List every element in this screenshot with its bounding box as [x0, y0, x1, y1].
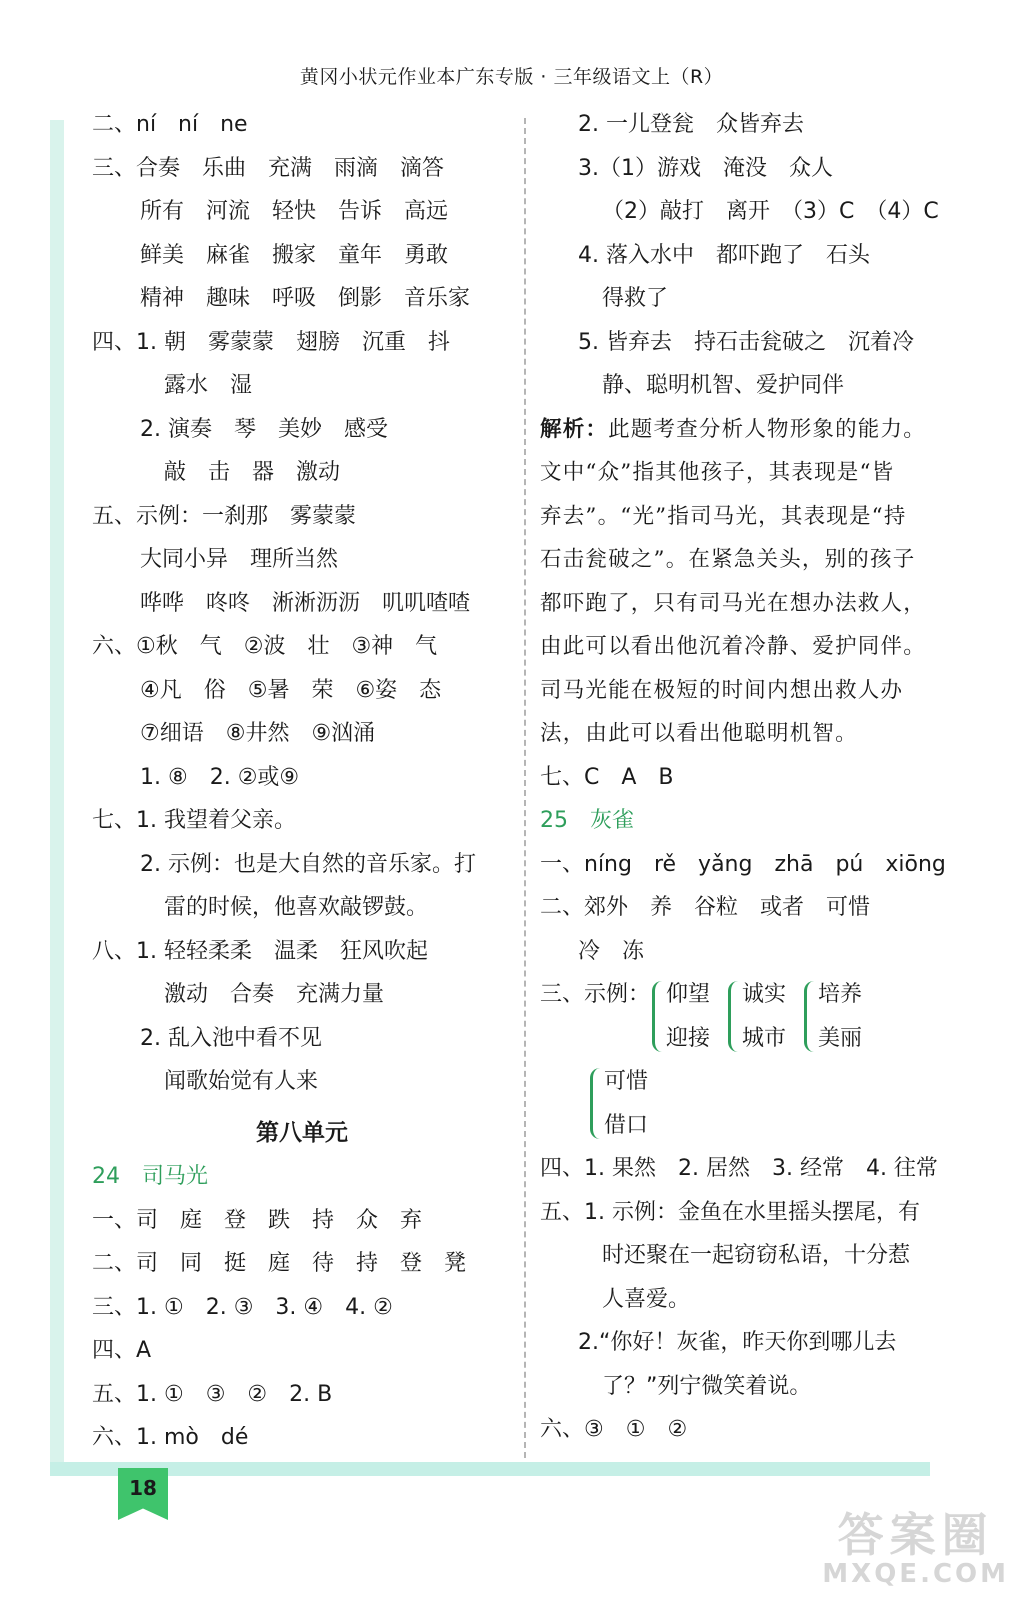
word-pairs-row: [540, 1060, 960, 1147]
answer-line: 敲 击 器 激动: [164, 460, 341, 485]
word-pairs-row: [540, 973, 960, 1060]
left-decorative-bar: [50, 120, 64, 1465]
analysis-line: 石击瓮破之”。在紧急关头，别的孩子: [540, 547, 916, 572]
lesson-name: 司马光: [142, 1164, 209, 1189]
pair-top: 培养: [818, 982, 863, 1007]
answer-line: 三、合奏 乐曲 充满 雨滴 滴答: [92, 155, 445, 181]
left-column: [92, 103, 512, 1460]
answer-line: 3.（1）游戏 淹没 众人: [578, 155, 833, 181]
analysis-line: 由此可以看出他沉着冷静、爱护同伴。: [540, 634, 926, 659]
analysis-line: 文中“众”指其他孩子，其表现是“皆: [540, 460, 895, 485]
answer-line: 4. 落入水中 都吓跑了 石头: [578, 242, 870, 268]
answer-line: 精神 趣味 呼吸 倒影 音乐家: [140, 286, 471, 311]
answer-line: 闻歌始觉有人来: [164, 1069, 319, 1094]
answer-line: 2. 一儿登瓮 众皆弃去: [578, 112, 804, 137]
answer-line: 四、1. 朝 雾蒙蒙 翅膀 沉重 抖: [92, 329, 450, 355]
answer-line: 一、níng rě yǎng zhā pú xiōng: [540, 851, 946, 877]
column-divider: [524, 118, 526, 1458]
answer-line: ④凡 俗 ⑤暑 荣 ⑥姿 态: [140, 677, 442, 703]
pair-top: 可惜: [604, 1069, 649, 1094]
answer-line: 八、1. 轻轻柔柔 温柔 狂风吹起: [92, 938, 428, 964]
answer-line: 五、1. 示例：金鱼在水里摇头摆尾，有: [540, 1199, 920, 1225]
page-number: 18: [129, 1476, 157, 1500]
answer-line: 二、ní ní ne: [92, 112, 248, 137]
bottom-decorative-bar: [50, 1462, 930, 1476]
answer-line: ⑦细语 ⑧井然 ⑨汹涌: [140, 721, 376, 746]
pair-bottom: 迎接: [666, 1025, 711, 1051]
answer-line: 四、A: [92, 1338, 152, 1363]
answer-line: 七、C A B: [540, 764, 674, 790]
analysis-line: [540, 408, 960, 452]
answer-line: 得救了: [602, 286, 669, 311]
lesson-name: 灰雀: [590, 808, 635, 833]
answer-line: 五、1. ① ③ ② 2. B: [92, 1381, 333, 1407]
answer-line: 雷的时候，他喜欢敲锣鼓。: [164, 895, 429, 920]
analysis-line: 都吓跑了，只有司马光在想办法救人，: [540, 590, 926, 616]
analysis-text: 此题考查分析人物形象的能力。: [608, 416, 926, 442]
answer-line: 二、郊外 养 谷粒 或者 可惜: [540, 895, 871, 920]
analysis-line: 弃去”。“光”指司马光，其表现是“持: [540, 503, 907, 529]
lesson-title: [540, 799, 960, 843]
answer-line: 2. 演奏 琴 美妙 感受: [140, 416, 388, 442]
answer-line: 所有 河流 轻快 告诉 高远: [140, 199, 449, 224]
answer-line: 了？”列宁微笑着说。: [602, 1373, 812, 1399]
lesson-title: [92, 1155, 512, 1199]
answer-line: 激动 合奏 充满力量: [164, 982, 385, 1007]
answer-line: 2.“你好！灰雀，昨天你到哪儿去: [578, 1330, 897, 1355]
answer-line: 三、1. ① 2. ③ 3. ④ 4. ②: [92, 1294, 393, 1320]
answer-line: 时还聚在一起窃窃私语，十分惹: [602, 1243, 911, 1268]
word-pair-brace: [802, 973, 862, 1060]
answer-line: 人喜爱。: [602, 1286, 691, 1312]
watermark-url: MXQE.COM: [822, 1559, 1009, 1589]
word-pair-brace: [650, 973, 710, 1060]
site-watermark: [822, 1510, 1009, 1588]
pair-top: 诚实: [742, 982, 787, 1007]
answer-prefix: 三、示例：: [540, 982, 651, 1007]
right-column: [540, 103, 960, 1452]
pair-bottom: 城市: [742, 1025, 787, 1051]
answer-line: 静、聪明机智、爱护同伴: [602, 373, 845, 398]
answer-line: 鲜美 麻雀 搬家 童年 勇敢: [140, 242, 449, 268]
analysis-label: 解析：: [540, 416, 609, 442]
answer-line: 冷 冻: [578, 938, 645, 964]
word-pair-brace: [588, 1060, 648, 1147]
answer-line: 六、③ ① ②: [540, 1417, 688, 1442]
unit-heading: 第八单元: [256, 1119, 348, 1146]
word-pair-brace: [726, 973, 786, 1060]
answer-line: 五、示例：一刹那 雾蒙蒙: [92, 503, 357, 529]
pair-top: 仰望: [666, 982, 711, 1007]
answer-line: 一、司 庭 登 跌 持 众 弃: [92, 1207, 423, 1233]
answer-line: 1. ⑧ 2. ②或⑨: [140, 764, 300, 790]
answer-line: 2. 乱入池中看不见: [140, 1025, 322, 1051]
answer-line: 5. 皆弃去 持石击瓮破之 沉着冷: [578, 329, 914, 355]
analysis-line: 法，由此可以看出他聪明机智。: [540, 721, 858, 746]
answer-line: 2. 示例：也是大自然的音乐家。打: [140, 851, 476, 877]
watermark-logo-text: 答案圈: [837, 1508, 994, 1562]
lesson-number: 24: [92, 1164, 120, 1189]
answer-line: 四、1. 果然 2. 居然 3. 经常 4. 往常: [540, 1156, 938, 1181]
page-header: 黄冈小状元作业本广东专版 · 三年级语文上（R）: [299, 66, 724, 88]
answer-line: 六、①秋 气 ②波 壮 ③神 气: [92, 634, 438, 659]
answer-line: 七、1. 我望着父亲。: [92, 808, 296, 833]
answer-line: 二、司 同 挺 庭 待 持 登 凳: [92, 1251, 467, 1276]
answer-line: 六、1. mò dé: [92, 1425, 249, 1450]
analysis-line: 司马光能在极短的时间内想出救人办: [540, 677, 904, 703]
pair-bottom: 借口: [604, 1112, 649, 1138]
answer-line: （2）敲打 离开 （3）C （4）C: [602, 199, 939, 224]
answer-line: 大同小异 理所当然: [140, 547, 339, 572]
pair-bottom: 美丽: [818, 1025, 863, 1051]
answer-line: 哗哗 咚咚 淅淅沥沥 叽叽喳喳: [140, 590, 471, 616]
lesson-number: 25: [540, 808, 568, 833]
answer-line: 露水 湿: [164, 373, 253, 398]
